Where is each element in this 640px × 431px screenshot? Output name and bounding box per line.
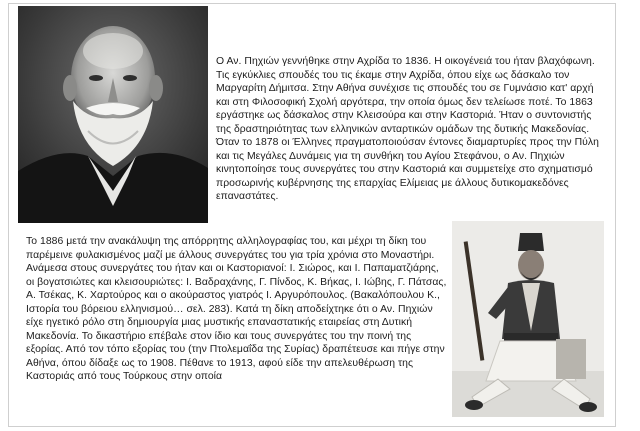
portrait-photo xyxy=(18,6,208,223)
article-paragraph-1: Ο Αν. Πηχιών γεννήθηκε στην Αχρίδα το 1836. Η οικογένειά του ήταν βλαχόφωνη. Τις εγκύκλιες σπουδές του τις έκαμε στην Αχρίδα, όπου είχε ως δάσκαλο τον Μαργαρίτη Δήμιτσα. Στην Αθήνα συνέχισε τις σπουδές του σε Γυμνάσιο κατ' αρχή και στη Φιλοσοφική Σχολή αργότερα, την οποία όμως δεν τελείωσε ποτέ. Το 1863 εργάστηκε ως δάσκαλος στην Κλεισούρα και στην Καστοριά. Ήταν ο συντονιστής της δραστηριότητας των ελληνικών ανταρτικών ομάδων της δυτικής Μακεδονίας. Όταν το 1878 οι Έλληνες πραγματοποιούσαν έντονες διαμαρτυρίες προς την Πύλη και τις Μεγάλες Δυνάμεις για τη συνθήκη του Αγίου Στεφάνου, ο Αν. Πηχιών κινητοποίησε τους συνεργάτες του στην Καστοριά και συμμετείχε στο σχηματισμό προσωρινής κυβέρνησης της επαρχίας Ελίμειας με άλλους δυτικομακεδόνες επαναστάτες. xyxy=(216,56,599,202)
costume-photo xyxy=(452,221,604,417)
article-paragraph-2: Το 1886 μετά την ανακάλυψη της απόρρητης αλληλογραφίας του, και μέχρι τη δίκη του παρέμεινε φυλακισμένος μαζί με άλλους συνεργάτες του για τρία χρόνια στο Μοναστήρι. Ανάμεσα στους συνεργάτες του ήταν και οι Καστοριανοί: Ι. Σιώρος, και Ι. Παπαματζιάρης, οι βογατσιώτες και κλεισουριώτες: Ι. Βαδραχάνης, Γ. Πίνδος, Κ. Βήκας, Ι. Ιώβης, Γ. Πάτσας, Α. Τσέκας, Κ. Χαρτούρος και ο ακούραστος γιατρός Ι. Αργυρόπουλος. (Βακαλόπουλου Κ., Ιστορία του βόρειου ελληνισμού… σελ. 283). Κατά τη δίκη αποδείχτηκε ότι ο Αν. Πηχιών είχε ηγετικό ρόλο στη δημιουργία μιας μυστικής επαναστατικής εταιρείας στη Δυτική Μακεδονία. Το δικαστήριο επέβαλε στον ίδιο και τους συνεργάτες του την ποινή της εξορίας. Από τον τόπο εξορίας του (την Πτολεμαΐδα της Συρίας) δραπέτευσε και πήγε στην Αθήνα, όπου δίδαξε ως το 1908. Πέθανε το 1913, αφού είδε την απελευθέρωση της Καστοριάς από τους Τούρκους στην οποία xyxy=(26,236,447,382)
